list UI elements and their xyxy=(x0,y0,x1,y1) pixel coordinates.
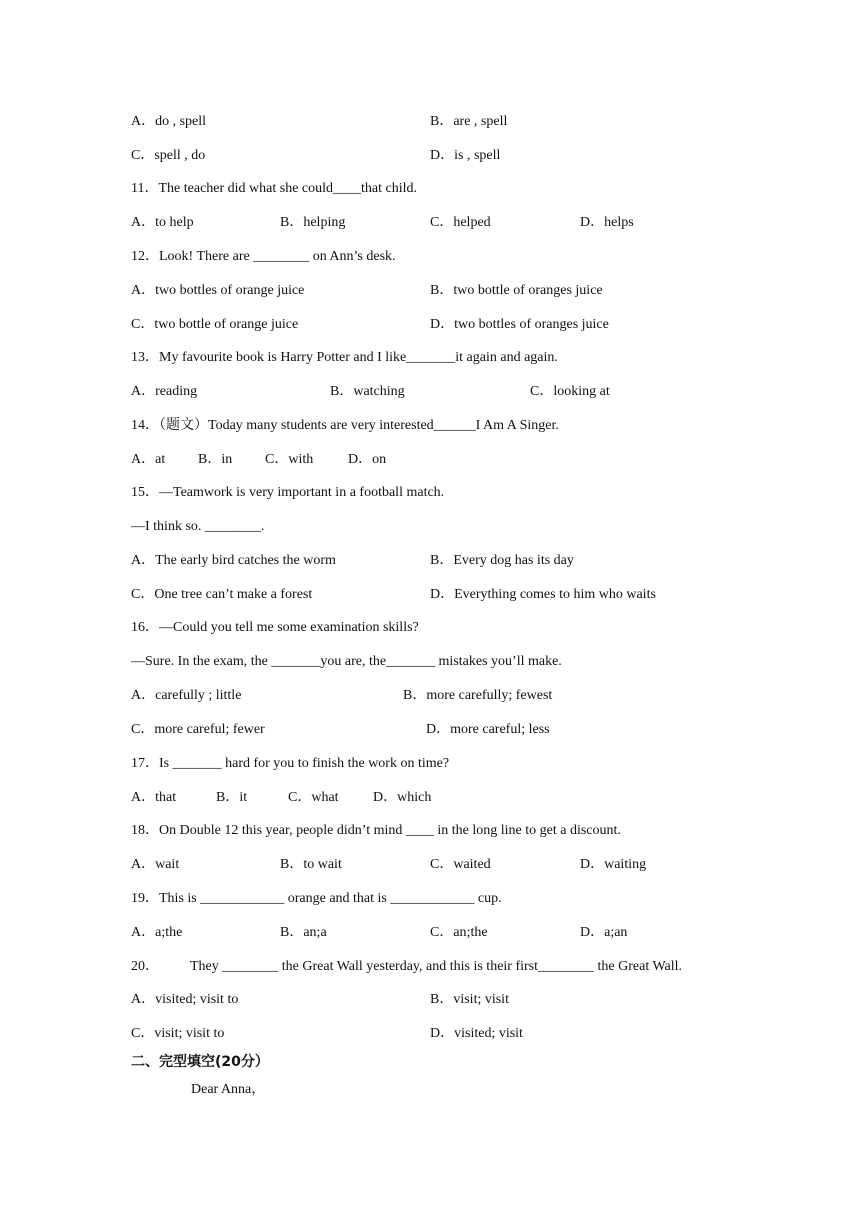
q16-option-c: C．more careful; fewer xyxy=(131,722,265,737)
q18-option-d: D．waiting xyxy=(580,857,647,872)
q18-option-a: A．wait xyxy=(131,857,180,872)
q16-option-a: A．carefully ; little xyxy=(131,688,242,703)
q17-option-b: B．it xyxy=(216,790,248,805)
q16-stem: 16．—Could you tell me some examination skills? xyxy=(131,620,419,635)
q14-option-c: C．with xyxy=(265,452,314,467)
q10-option-c: C．spell , do xyxy=(131,148,206,163)
q19-option-b: B．an;a xyxy=(280,925,327,940)
q13-option-a: A．reading xyxy=(131,384,198,399)
q15-option-b: B．Every dog has its day xyxy=(430,553,574,568)
q20-option-c: C．visit; visit to xyxy=(131,1026,225,1041)
q14-option-d: D．on xyxy=(348,452,387,467)
q12-option-b: B．two bottle of oranges juice xyxy=(430,283,603,298)
q17-option-c: C．what xyxy=(288,790,339,805)
q20-option-d: D．visited; visit xyxy=(430,1026,523,1041)
letter-salutation: Dear Anna， xyxy=(191,1082,266,1097)
q15-stem: 15．—Teamwork is very important in a football match. xyxy=(131,485,445,500)
q10-option-a: A．do , spell xyxy=(131,114,207,129)
q19-option-a: A．a;the xyxy=(131,925,183,940)
q15-option-c: C．One tree can’t make a forest xyxy=(131,587,313,602)
q15-stem-reply: —I think so. ________. xyxy=(131,519,265,534)
q19-option-c: C．an;the xyxy=(430,925,488,940)
q17-option-d: D．which xyxy=(373,790,432,805)
q19-stem: 19．This is ____________ orange and that is ____________ cup. xyxy=(131,891,502,906)
q11-option-a: A．to help xyxy=(131,215,194,230)
q12-option-c: C．two bottle of orange juice xyxy=(131,317,299,332)
q17-stem: 17．Is _______ hard for you to finish the work on time? xyxy=(131,756,450,771)
q20-option-b: B．visit; visit xyxy=(430,992,509,1007)
q14-option-a: A．at xyxy=(131,452,166,467)
q20-option-a: A．visited; visit to xyxy=(131,992,239,1007)
q16-stem-reply: —Sure. In the exam, the _______you are, the_______ mistakes you’ll make. xyxy=(131,654,562,669)
q18-stem: 18．On Double 12 this year, people didn’t mind ____ in the long line to get a discount. xyxy=(131,823,621,838)
q18-option-b: B．to wait xyxy=(280,857,342,872)
q20-stem: They ________ the Great Wall yesterday, and this is their first________ the Great Wall. xyxy=(190,959,683,974)
q19-option-d: D．a;an xyxy=(580,925,628,940)
q17-option-a: A．that xyxy=(131,790,177,805)
q14-stem: 14．（题文）Today many students are very interested______I Am A Singer. xyxy=(131,418,559,433)
q16-option-d: D．more careful; less xyxy=(426,722,550,737)
q10-option-b: B．are , spell xyxy=(430,114,508,129)
q20-number: 20． xyxy=(131,959,159,974)
q10-option-d: D．is , spell xyxy=(430,148,501,163)
q12-option-a: A．two bottles of orange juice xyxy=(131,283,305,298)
q18-option-c: C．waited xyxy=(430,857,491,872)
q16-option-b: B．more carefully; fewest xyxy=(403,688,553,703)
q11-option-d: D．helps xyxy=(580,215,634,230)
q12-stem: 12．Look! There are ________ on Ann’s desk. xyxy=(131,249,396,264)
q12-option-d: D．two bottles of oranges juice xyxy=(430,317,609,332)
q15-option-d: D．Everything comes to him who waits xyxy=(430,587,656,602)
q13-stem: 13．My favourite book is Harry Potter and I like_______it again and again. xyxy=(131,350,558,365)
section-heading-cloze: 二、完型填空(20分） xyxy=(131,1054,269,1070)
q11-option-b: B．helping xyxy=(280,215,346,230)
q13-option-c: C．looking at xyxy=(530,384,610,399)
q11-option-c: C．helped xyxy=(430,215,491,230)
q11-stem: 11．The teacher did what she could____that child. xyxy=(131,181,418,196)
q15-option-a: A．The early bird catches the worm xyxy=(131,553,336,568)
q13-option-b: B．watching xyxy=(330,384,405,399)
q14-option-b: B．in xyxy=(198,452,233,467)
